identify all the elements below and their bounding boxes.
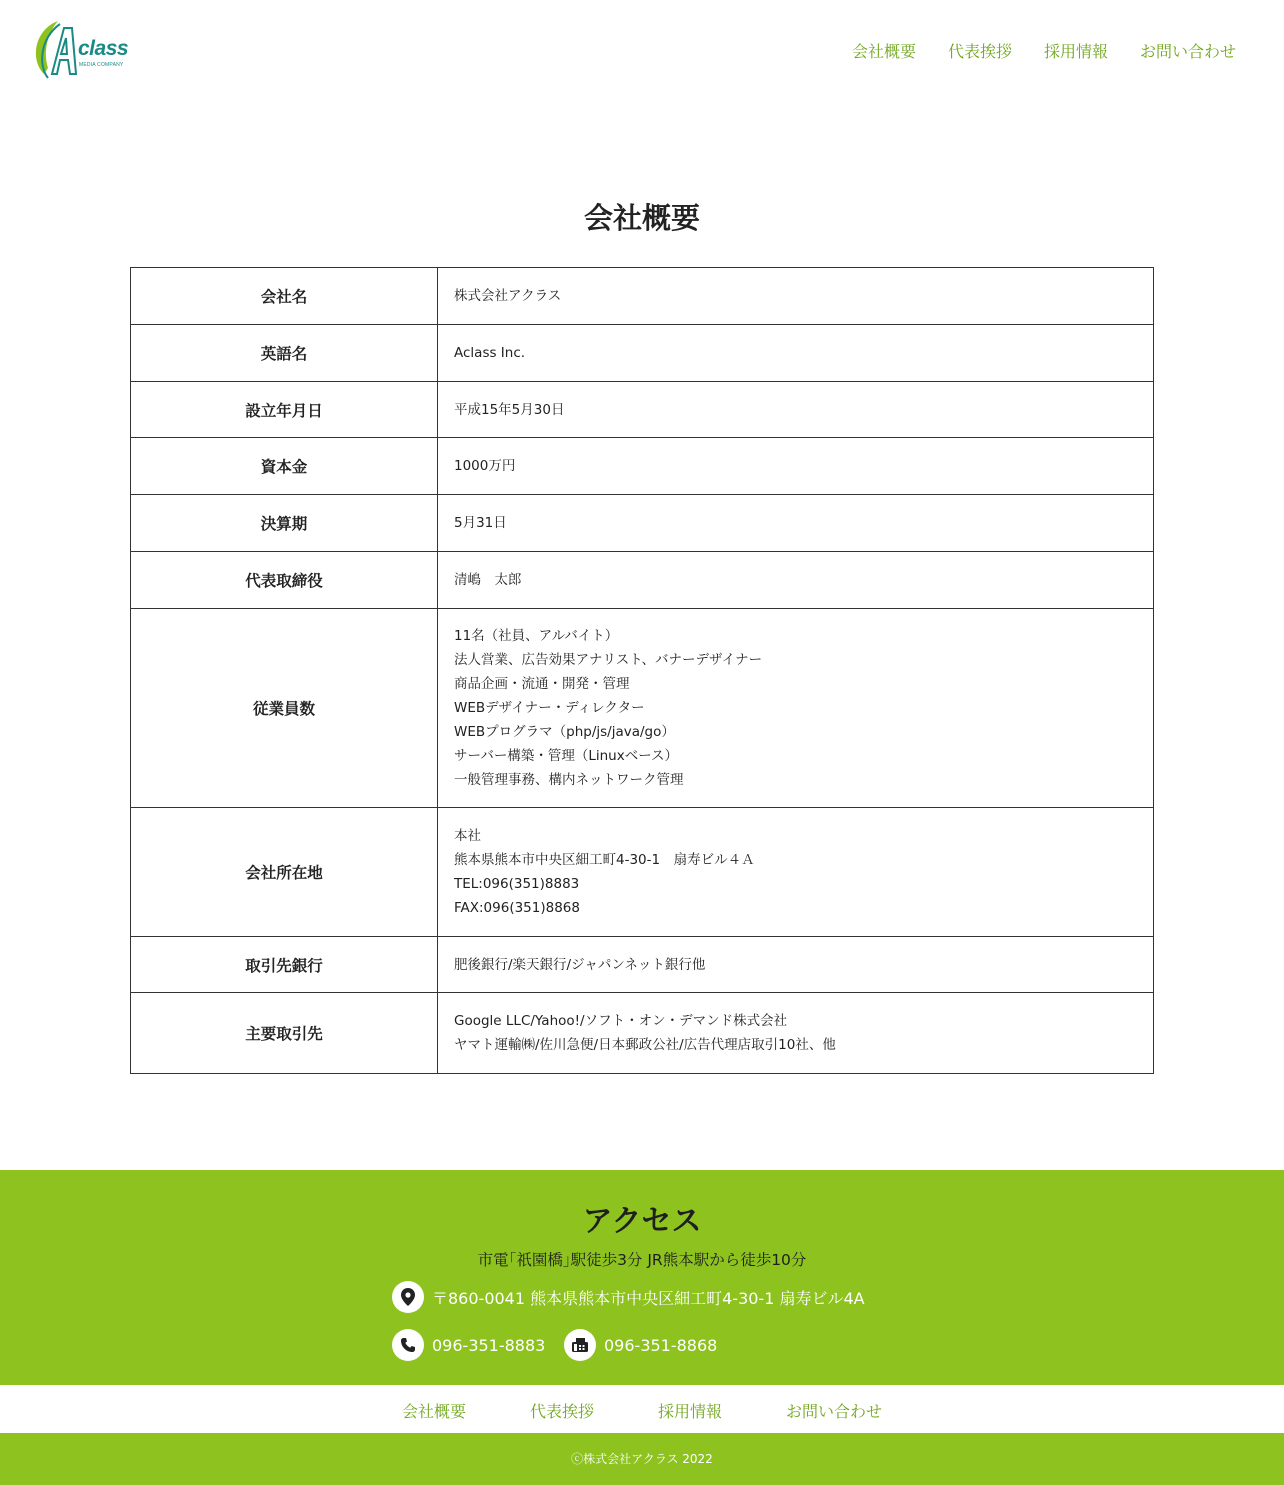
nav-recruit[interactable]: 採用情報 bbox=[1043, 42, 1108, 61]
value-line: WEBプログラマ（php/js/java/go） bbox=[454, 724, 675, 740]
row-value bbox=[438, 937, 1154, 993]
value-line: 熊本県熊本市中央区細工町4-30-1 扇寿ビル４Ａ bbox=[454, 852, 755, 868]
table-row bbox=[131, 325, 1154, 382]
value-line: 5月31日 bbox=[454, 515, 507, 531]
tel-row[interactable] bbox=[392, 1329, 545, 1361]
footer-nav-contact[interactable]: お問い合わせ bbox=[786, 1402, 883, 1421]
table-row bbox=[131, 552, 1154, 609]
row-label: 決算期 bbox=[131, 495, 438, 552]
nav-contact[interactable]: お問い合わせ bbox=[1139, 42, 1236, 61]
row-value bbox=[438, 808, 1154, 937]
nav-company[interactable]: 会社概要 bbox=[851, 42, 916, 61]
nav-greeting[interactable]: 代表挨拶 bbox=[947, 42, 1012, 61]
footer-nav-company[interactable]: 会社概要 bbox=[402, 1402, 467, 1421]
copyright: ⓒ株式会社アクラス 2022 bbox=[0, 1433, 1284, 1485]
value-line: Google LLC/Yahoo!/ソフト・オン・デマンド株式会社 bbox=[454, 1013, 788, 1029]
access-title: アクセス bbox=[582, 1204, 702, 1239]
fax-row bbox=[564, 1329, 717, 1361]
row-label: 従業員数 bbox=[131, 609, 438, 808]
tel-text[interactable]: 096-351-8883 bbox=[432, 1335, 546, 1355]
value-line: 肥後銀行/楽天銀行/ジャパンネット銀行他 bbox=[454, 956, 706, 973]
row-label: 設立年月日 bbox=[131, 382, 438, 438]
page-title: 会社概要 bbox=[583, 201, 700, 235]
table-row bbox=[131, 808, 1154, 937]
fax-text: 096-351-8868 bbox=[604, 1335, 718, 1355]
header-nav bbox=[852, 39, 1236, 62]
value-line: WEBデザイナー・ディレクター bbox=[454, 700, 645, 716]
logo-subtitle: MEDIA COMPANY bbox=[79, 62, 124, 68]
table-row bbox=[131, 495, 1154, 552]
fax-icon bbox=[564, 1329, 596, 1361]
footer-nav-recruit[interactable]: 採用情報 bbox=[658, 1402, 723, 1421]
row-label: 会社名 bbox=[131, 268, 438, 325]
aclass-logo[interactable] bbox=[30, 16, 130, 84]
row-label: 主要取引先 bbox=[131, 993, 438, 1074]
map-pin-icon bbox=[392, 1281, 424, 1313]
value-line: 商品企画・流通・開発・管理 bbox=[454, 676, 630, 692]
row-value bbox=[438, 438, 1154, 495]
table-row bbox=[131, 937, 1154, 993]
row-label: 代表取締役 bbox=[131, 552, 438, 609]
value-line: TEL:096(351)8883 bbox=[454, 876, 580, 892]
row-label: 資本金 bbox=[131, 438, 438, 495]
access-route: 市電｢祇園橋｣駅徒歩3分 JR熊本駅から徒歩10分 bbox=[477, 1251, 807, 1269]
row-label: 英語名 bbox=[131, 325, 438, 382]
footer-nav bbox=[0, 1385, 1284, 1433]
value-line: 一般管理事務、構内ネットワーク管理 bbox=[454, 772, 684, 788]
value-line: FAX:096(351)8868 bbox=[454, 900, 580, 916]
address-row bbox=[392, 1281, 865, 1313]
site-header bbox=[0, 0, 1284, 100]
table-row bbox=[131, 609, 1154, 808]
row-value bbox=[438, 325, 1154, 382]
value-line: 1000万円 bbox=[454, 458, 516, 474]
row-value bbox=[438, 382, 1154, 438]
row-label: 会社所在地 bbox=[131, 808, 438, 937]
value-line: サーバー構築・管理（Linuxベース） bbox=[454, 748, 679, 764]
value-line: ヤマト運輸㈱/佐川急便/日本郵政公社/広告代理店取引10社、他 bbox=[454, 1037, 836, 1053]
phone-icon bbox=[392, 1329, 424, 1361]
value-line: 株式会社アクラス bbox=[454, 288, 562, 304]
row-value bbox=[438, 268, 1154, 325]
table-row bbox=[131, 268, 1154, 325]
row-value bbox=[438, 552, 1154, 609]
row-value bbox=[438, 609, 1154, 808]
row-value bbox=[438, 495, 1154, 552]
access-section bbox=[0, 1170, 1284, 1385]
value-line: 平成15年5月30日 bbox=[454, 401, 565, 418]
table-row bbox=[131, 382, 1154, 438]
value-line: 清嶋 太郎 bbox=[454, 572, 522, 588]
value-line: 法人営業、広告効果アナリスト、バナーデザイナー bbox=[454, 652, 763, 668]
value-line: 本社 bbox=[454, 828, 481, 844]
value-line: Aclass Inc. bbox=[454, 345, 526, 361]
footer-nav-greeting[interactable]: 代表挨拶 bbox=[530, 1402, 595, 1421]
company-info-table bbox=[130, 267, 1154, 1074]
row-value bbox=[438, 993, 1154, 1074]
logo-word: class bbox=[78, 37, 129, 60]
value-line: 11名（社員、アルバイト） bbox=[454, 628, 619, 644]
table-row bbox=[131, 993, 1154, 1074]
table-row bbox=[131, 438, 1154, 495]
address-text: 〒860-0041 熊本県熊本市中央区細工町4-30-1 扇寿ビル4A bbox=[432, 1288, 865, 1308]
row-label: 取引先銀行 bbox=[131, 937, 438, 993]
